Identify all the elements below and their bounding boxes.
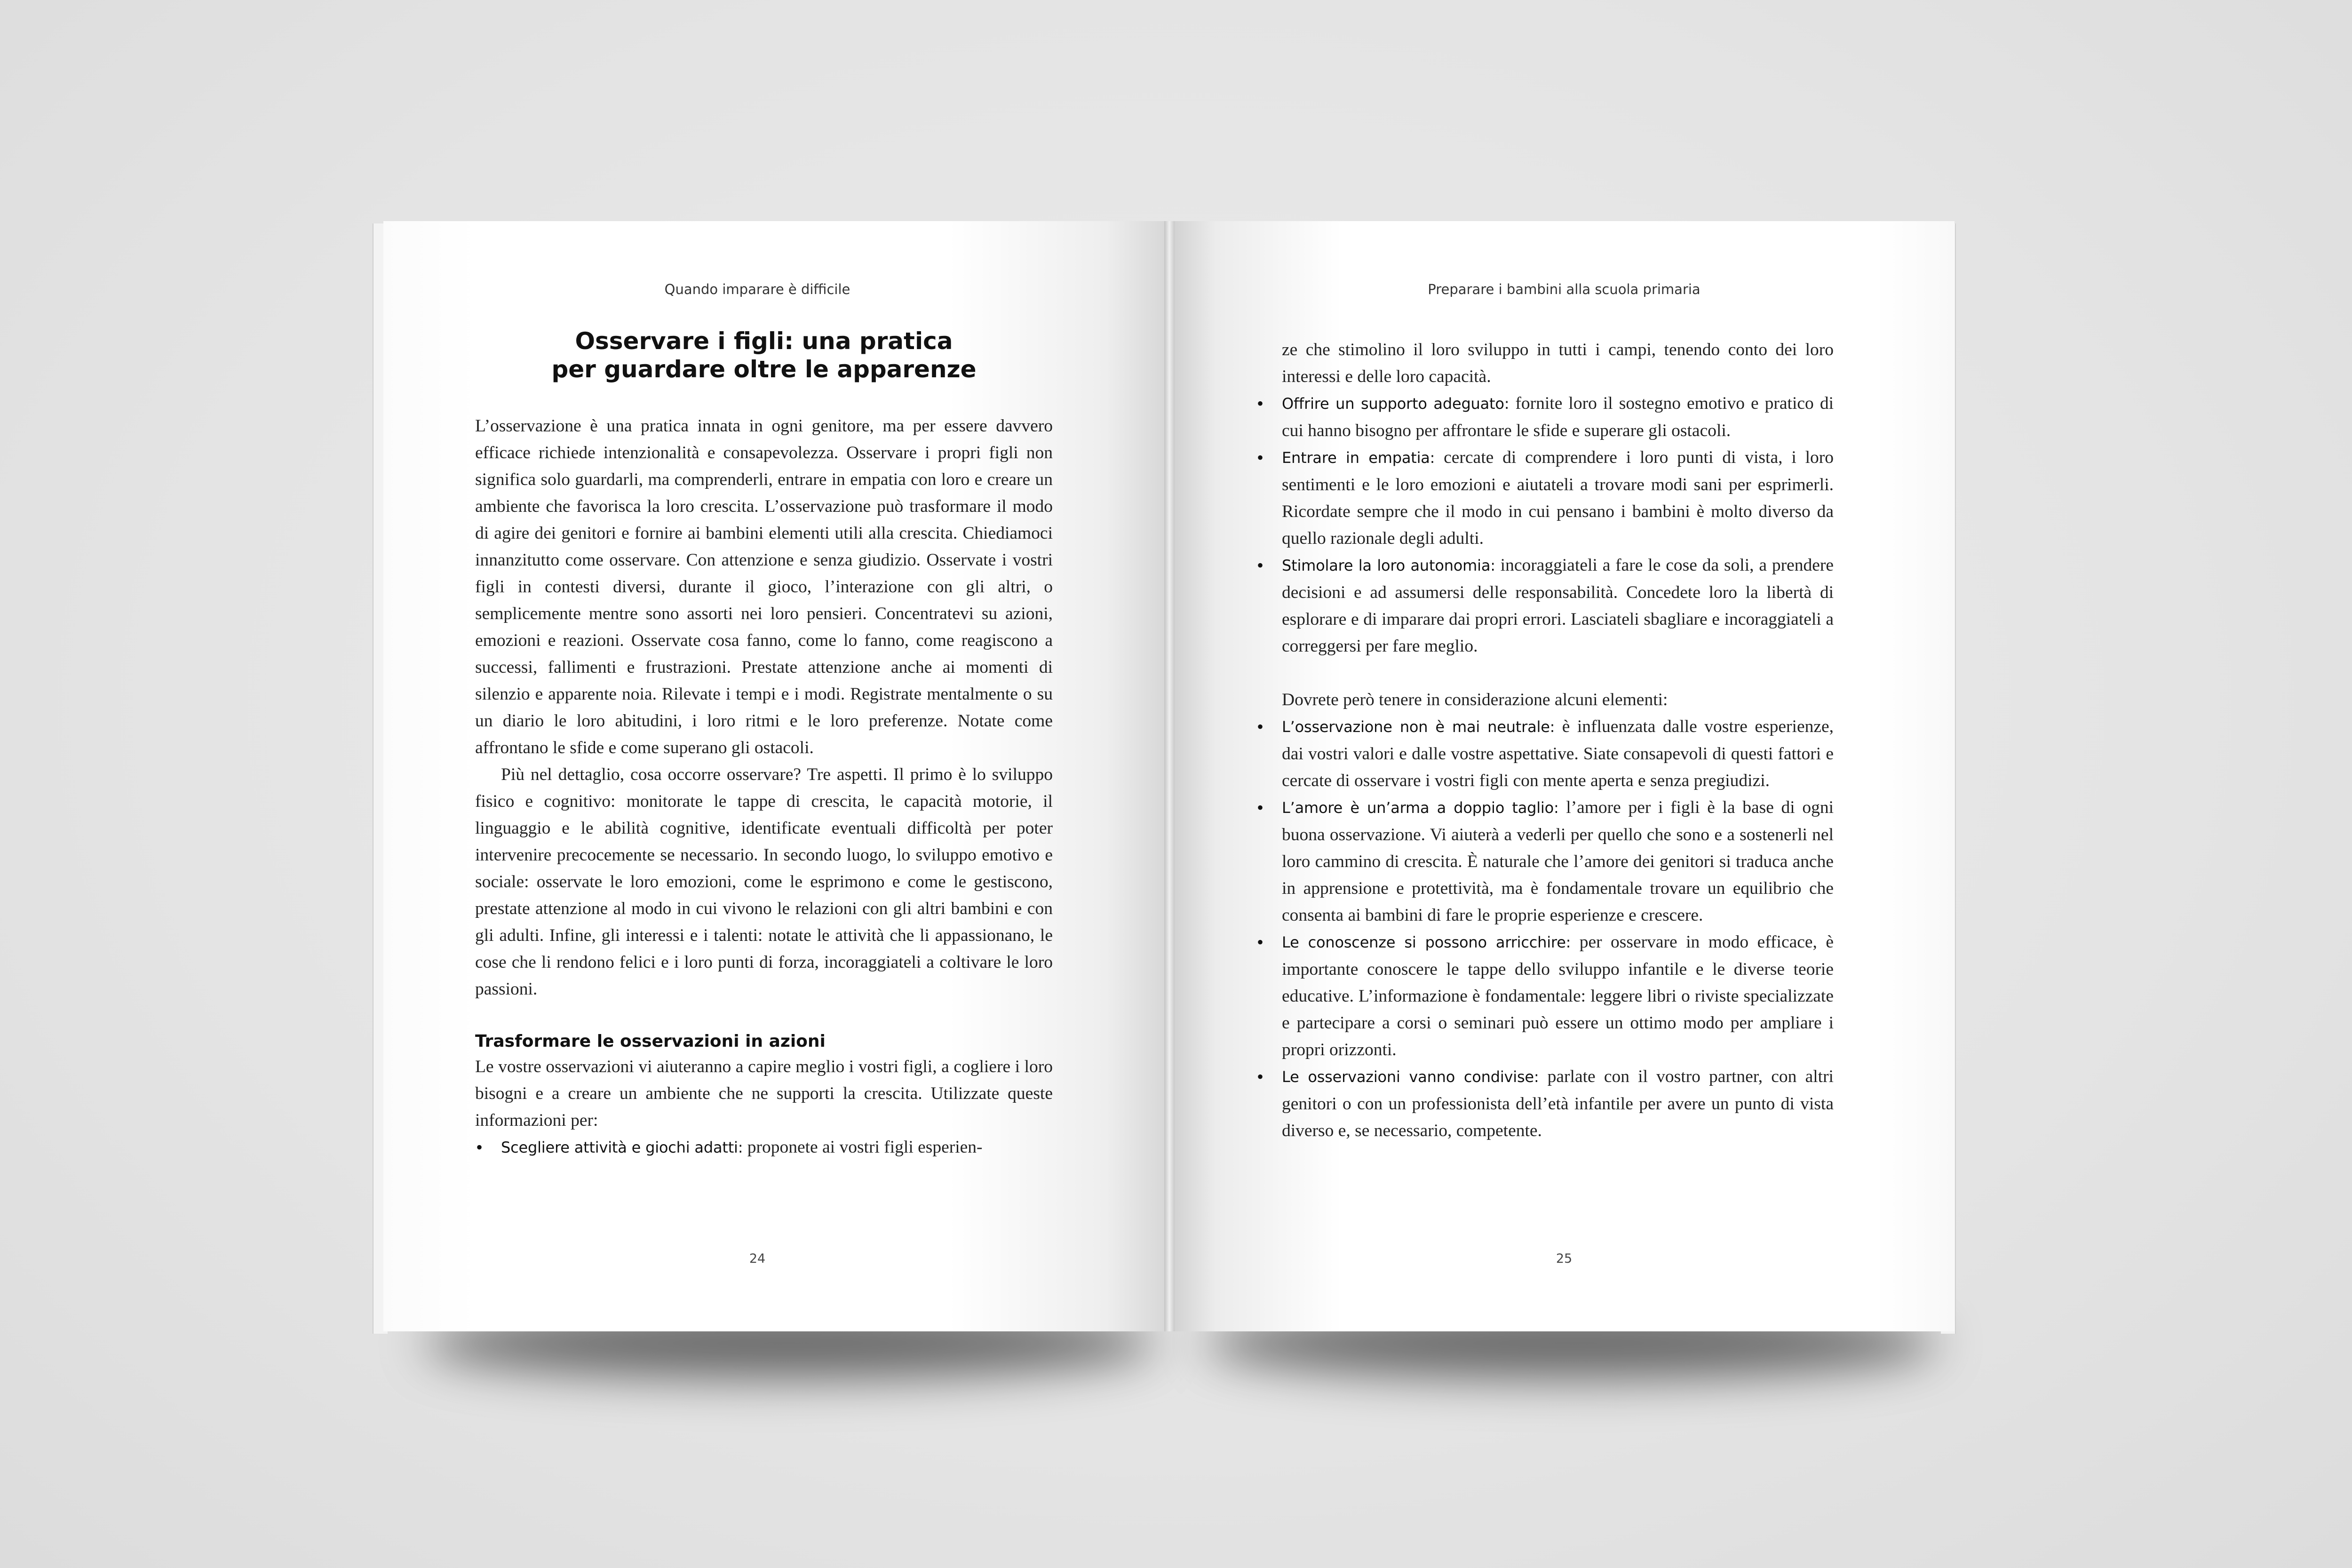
chapter-title-line-2: per guardare oltre le apparenze bbox=[551, 356, 977, 383]
bullet-text: l’amore per i figli è la base di ogni buona osservazione. Vi aiuterà a vederli per quello che sono e a sostenerli nel loro cammino di crescita. È naturale che l’amore dei genitori si traduca anche in apprensione e protettività, ma è fondamentale trovare un equilibrio che consenta ai bambini di fare le proprie esperienze e crescere. bbox=[1282, 798, 1834, 925]
bullet-lead: Le osservazioni vanno condivise: bbox=[1282, 1068, 1539, 1086]
bullet-item bbox=[1256, 713, 1834, 794]
chapter-title-line-1: Osservare i figli: una pratica bbox=[575, 327, 953, 355]
bullet-lead: L’osservazione non è mai neutrale: bbox=[1282, 718, 1555, 736]
running-head-right: Preparare i bambini alla scuola primaria bbox=[1428, 281, 1700, 297]
bullet-lead: Entrare in empatia: bbox=[1282, 449, 1435, 467]
bullet-item bbox=[1256, 444, 1834, 552]
book-gutter bbox=[1164, 221, 1175, 1331]
bullet-lead: Stimolare la loro autonomia: bbox=[1282, 557, 1495, 574]
intro-paragraph: Dovrete però tenere in considerazione alcuni elementi: bbox=[1282, 690, 1668, 709]
bullet-list-a bbox=[1256, 390, 1834, 660]
page-number-right: 25 bbox=[1556, 1251, 1573, 1266]
bullet-lead: Scegliere attività e giochi adatti: bbox=[501, 1138, 743, 1156]
bullet-item bbox=[1256, 929, 1834, 1063]
bullet-item bbox=[1256, 552, 1834, 660]
section-subheading: Trasformare le osservazioni in azioni bbox=[475, 1032, 826, 1051]
bullet-text: cercate di comprendere i loro punti di vista, i loro sentimenti e le loro emozioni e aiutateli a trovare modi sani per esprimerli. Ricordate sempre che il modo in cui pensano i bambini è molto diverso da quello razionale degli adulti. bbox=[1282, 448, 1834, 548]
bullet-lead: Le conoscenze si possono arricchire: bbox=[1282, 933, 1571, 951]
paragraph-gap bbox=[1256, 660, 1834, 686]
bullet-item bbox=[475, 1134, 1053, 1161]
bullet-list-b bbox=[1256, 713, 1834, 1144]
bullet-list-left bbox=[475, 1134, 1053, 1161]
right-page-text bbox=[1256, 336, 1834, 1144]
bullet-item bbox=[1256, 390, 1834, 444]
paragraph-1: L’osservazione è una pratica innata in ogni genitore, ma per essere davvero efficace richiede intenzionalità e consapevolezza. Osservare i propri figli non significa solo guardarli, ma comprenderli, entrare in empatia con loro e creare un ambiente che favorisca la loro crescita. L’osservazione può trasformare il modo di agire dei genitori e fornire ai bambini elementi utili alla crescita. Chiediamoci innanzitutto come osservare. Con attenzione e senza giudizio. Osservate i vostri figli in contesti diversi, durante il gioco, l’interazione con gli altri, o semplicemente mentre sono assorti nei loro pensieri. Concentratevi su azioni, emozioni e reazioni. Osservate cosa fanno, come lo fanno, come reagiscono a successi, fallimenti e frustrazioni. Prestate attenzione anche ai momenti di silenzio e apparente noia. Rilevate i tempi e i modi. Registrate mentalmente o su un diario le loro abitudini, i loro ritmi e le loro preferenze. Notate come affrontano le sfide e come superano gli ostacoli. bbox=[475, 416, 1053, 757]
left-page-text bbox=[475, 327, 1053, 1161]
paragraph-3: Le vostre osservazioni vi aiuteranno a capire meglio i vostri figli, a cogliere i loro bisogni e a creare un ambiente che ne supporti la crescita. Utilizzate queste informazioni per: bbox=[475, 1057, 1053, 1130]
bullet-text: proponete ai vostri figli esperien- bbox=[743, 1138, 983, 1157]
bullet-item bbox=[1256, 794, 1834, 929]
bullet-lead: Offrire un supporto adeguato: bbox=[1282, 395, 1510, 413]
page-number-left: 24 bbox=[749, 1251, 766, 1266]
bullet-text: per osservare in modo efficace, è importante conoscere le tappe dello sviluppo infantile e le diverse teorie educative. L’informazione è fondamentale: leggere libri o riviste specializzate e partecipare a corsi o seminari può essere un ottimo modo per ampliare i propri orizzonti. bbox=[1282, 932, 1834, 1059]
left-page bbox=[383, 221, 1169, 1331]
chapter-title bbox=[475, 327, 1053, 383]
bullet-text: parlate con il vostro partner, con altri genitori o con un professionista dell’età infantile per avere un punto di vista diverso e, se necessario, competente. bbox=[1282, 1067, 1834, 1140]
right-page bbox=[1169, 221, 1955, 1331]
running-head-left: Quando imparare è difficile bbox=[664, 281, 850, 297]
paragraph-2: Più nel dettaglio, cosa occorre osservare? Tre aspetti. Il primo è lo sviluppo fisico e cognitivo: monitorate le tappe di crescita, le capacità motorie, il linguaggio e le abilità cognitive, identificate eventuali difficoltà per poter intervenire precocemente se necessario. In secondo luogo, lo sviluppo emotivo e sociale: osservate le loro emozioni, come le esprimono e come le gestiscono, prestate attenzione al modo in cui vivono le relazioni con gli altri bambini e con gli adulti. Infine, gli interessi e i talenti: notate le attività che li appassionano, le cose che li rendono felici e i loro punti di forza, incoraggiateli a coltivare le loro passioni. bbox=[475, 765, 1053, 999]
bullet-text: fornite loro il sostegno emotivo e pratico di cui hanno bisogno per affrontare le sfide e superare gli ostacoli. bbox=[1282, 394, 1834, 440]
bullet-lead: L’amore è un’arma a doppio taglio: bbox=[1282, 799, 1559, 817]
bullet-text: è influenzata dalle vostre esperienze, dai vostri valori e dalle vostre aspettative. Siate consapevoli di questi fattori e cercate di osservare i vostri figli con mente aperta e senza pregiudizi. bbox=[1282, 717, 1834, 790]
bullet-continuation: ze che stimolino il loro sviluppo in tutti i campi, tenendo conto dei loro interessi e delle loro capacità. bbox=[1282, 340, 1834, 386]
bullet-item bbox=[1256, 1063, 1834, 1144]
bullet-text: incoraggiateli a fare le cose da soli, a prendere decisioni e ad assumersi delle responsabilità. Concedete loro la libertà di esplorare e di imparare dai propri errori. Lasciateli sbagliare e incoraggiateli a correggersi per fare meglio. bbox=[1282, 556, 1834, 656]
